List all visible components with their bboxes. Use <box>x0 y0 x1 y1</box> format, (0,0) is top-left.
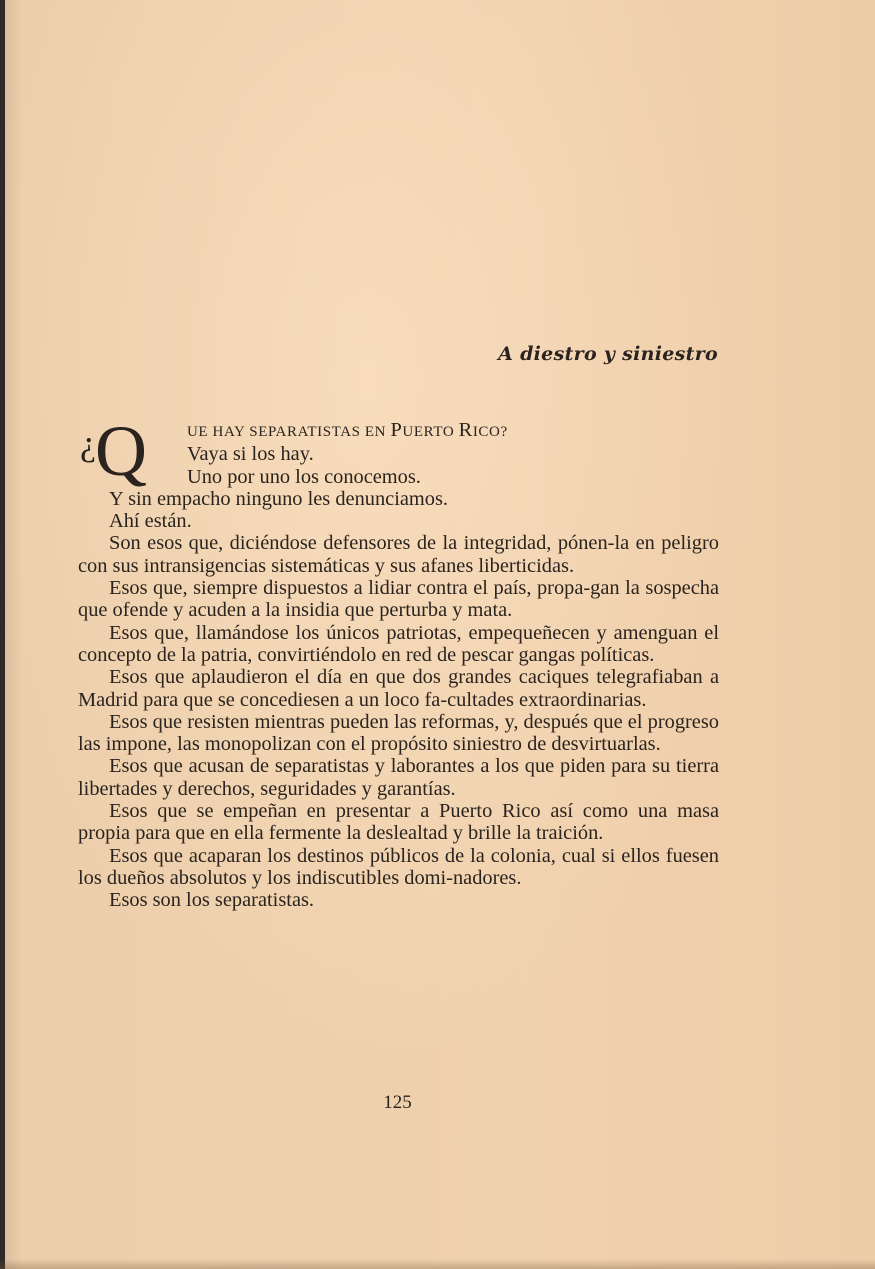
opening-line-part: UERTO <box>402 424 459 440</box>
paragraph: Esos que acusan de separatistas y laborantes a los que piden para su tierra libertades y derechos, seguridades y garantías. <box>78 755 719 800</box>
paragraph: Esos son los separatistas. <box>109 889 315 912</box>
body-text <box>78 419 719 912</box>
paragraph: Esos que, siempre dispuestos a lidiar contra el país, propa-gan la sospecha que ofende y acuden a la insidia que perturba y mata. <box>78 577 719 622</box>
opening-line-part: UE HAY SEPARATISTAS EN <box>187 424 391 440</box>
opening-line-cap: P <box>390 419 403 441</box>
paragraph: Ahí están. <box>109 510 192 533</box>
paragraph: Esos que, llamándose los únicos patriotas, empequeñecen y amenguan el concepto de la patria, convirtiéndolo en red de pescar gangas políticas. <box>78 621 719 666</box>
hanging-line: Uno por uno los conocemos. <box>187 465 421 488</box>
opening-line <box>78 419 719 443</box>
drop-cap-inverted-question: ¿ <box>80 423 96 463</box>
opening-line-cap: R <box>458 419 473 441</box>
chapter-title: A diestro y siniestro <box>498 343 718 365</box>
paragraph: Y sin empacho ninguno les denunciamos. <box>109 487 449 510</box>
paragraph: Esos que aplaudieron el día en que dos grandes caciques telegrafiaban a Madrid para que se concediesen a un loco fa-cultades extraordinarias. <box>78 666 719 711</box>
paragraph: Esos que resisten mientras pueden las reformas, y, después que el progreso las impone, las monopolizan con el propósito siniestro de desvirtuarlas. <box>78 710 719 756</box>
page-binding-edge <box>0 0 5 1269</box>
hanging-line: Vaya si los hay. <box>187 443 314 466</box>
opening-line-part: ICO? <box>472 424 508 440</box>
paragraph: Esos que acaparan los destinos públicos de la colonia, cual si ellos fuesen los dueños absolutos y los indiscutibles domi-nadores. <box>78 844 719 889</box>
page-number: 125 <box>383 1092 412 1113</box>
paragraph: Esos que se empeñan en presentar a Puerto Rico así como una masa propia para que en ella fermente la deslealtad y brille la traición. <box>78 800 719 845</box>
drop-cap-letter: Q <box>95 411 147 491</box>
paragraph: Son esos que, diciéndose defensores de la integridad, pónen-la en peligro con sus intransigencias sistemáticas y sus afanes liberticidas. <box>78 532 719 577</box>
